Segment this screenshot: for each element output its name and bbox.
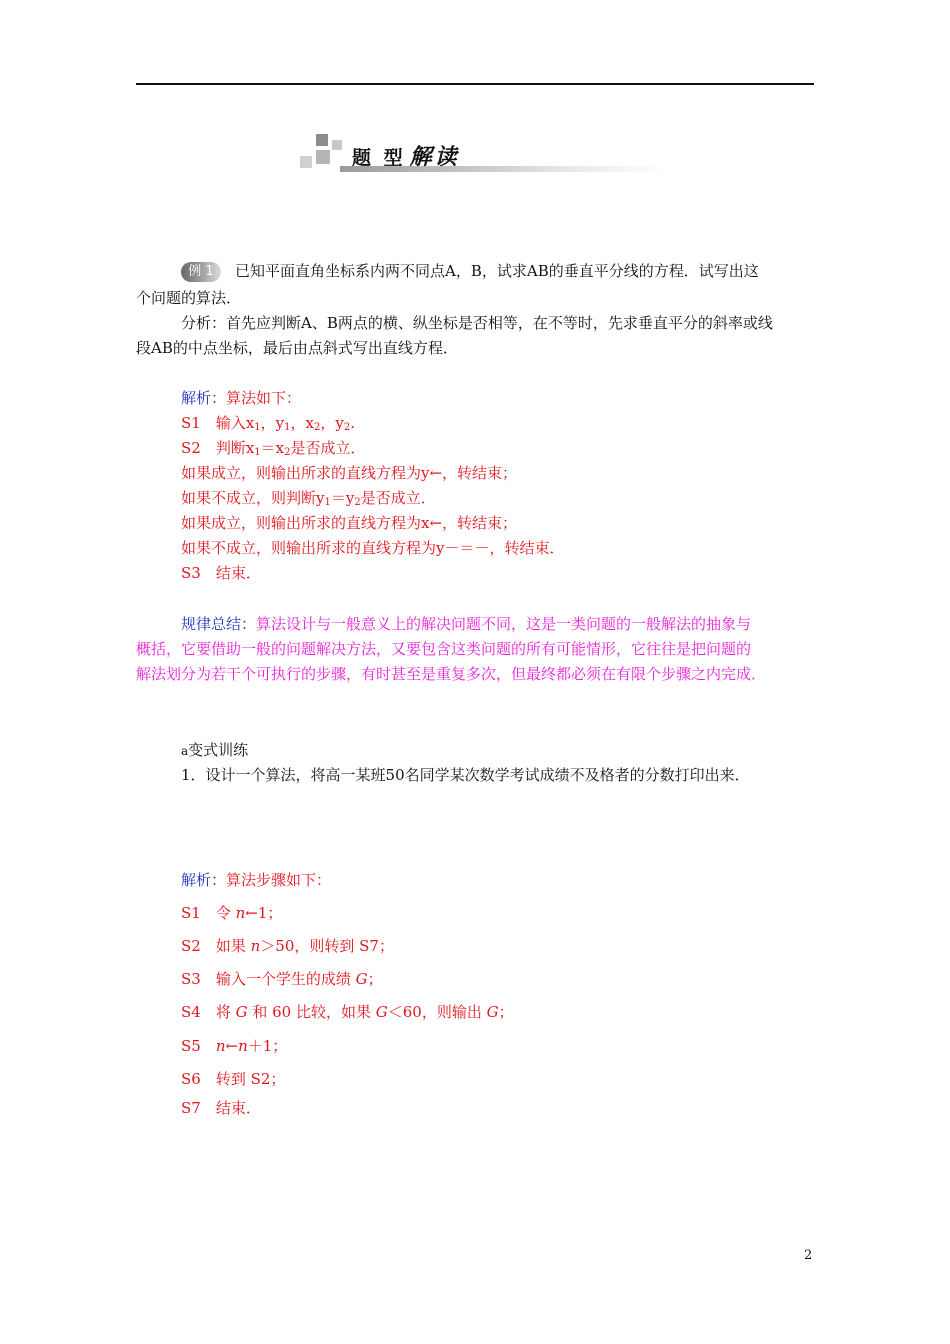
example-question-line2: 个问题的算法． <box>136 289 242 307</box>
practice-title: a变式训练 <box>181 741 249 759</box>
solution2-step-s5: S5 n←n＋1； <box>181 1037 288 1055</box>
solution1-step-s2: S2 判断$x_1=x_2$是否成立． <box>181 439 366 458</box>
solution1-line6: 如果不成立，则输出所求的直线方程为y－＝－，转结束． <box>181 539 565 557</box>
solution1-heading: 解析：算法如下： <box>181 389 302 407</box>
summary-line1: 规律总结：算法设计与一般意义上的解决问题不同，这是一类问题的一般解法的抽象与 <box>181 615 752 633</box>
solution1-step-s3: S3 结束． <box>181 564 261 582</box>
decor-square <box>332 140 342 150</box>
solution2-step-s7: S7 结束． <box>181 1099 261 1117</box>
solution2-step-s2: S2 如果 n＞50，则转到 S7； <box>181 937 394 955</box>
solution2-step-s4: S4 将 G 和 60 比较，如果 G＜60，则输出 G； <box>181 1003 514 1021</box>
section-heading: 题 型 解读 <box>352 145 460 170</box>
practice-question: 1．设计一个算法，将高一某班50名同学某次数学考试成绩不及格者的分数打印出来． <box>181 766 750 784</box>
page-number: 2 <box>804 1248 813 1263</box>
solution2-step-s3: S3 输入一个学生的成绩 G； <box>181 970 383 988</box>
solution1-line5: 如果成立，则输出所求的直线方程为x←，转结束； <box>181 514 518 532</box>
solution2-step-s6: S6 转到 S2； <box>181 1070 286 1088</box>
summary-line2: 概括，它要借助一般的问题解决方法，又要包含这类问题的所有可能情形，它往往是把问题的 <box>136 640 752 658</box>
top-rule <box>136 83 814 85</box>
solution1-line3: 如果成立，则输出所求的直线方程为y←，转结束； <box>181 464 518 482</box>
summary-line3: 解法划分为若干个可执行的步骤，有时甚至是重复多次，但最终都必须在有限个步骤之内完成． <box>136 665 767 683</box>
decor-square <box>316 134 328 146</box>
section-heading-banner <box>296 132 666 178</box>
analysis-line1: 分析：首先应判断A、B两点的横、纵坐标是否相等，在不等时，先求垂直平分的斜率或线 <box>181 314 773 332</box>
example-badge: 例 1 <box>181 262 221 282</box>
decor-square <box>300 156 312 168</box>
solution1-line4: 如果不成立，则判断$y_1=y_2$是否成立． <box>181 489 436 508</box>
decor-square <box>316 150 330 164</box>
example-question-line1: 例 1 已知平面直角坐标系内两不同点A，B，试求AB的垂直平分线的方程．试写出这 <box>181 261 759 282</box>
solution2-heading: 解析：算法步骤如下： <box>181 871 332 889</box>
solution2-step-s1: S1 令 n←1； <box>181 904 283 922</box>
solution1-step-s1: S1 输入$x_1$，$y_1$，$x_2$，$y_2$. <box>181 414 355 433</box>
analysis-line2: 段AB的中点坐标，最后由点斜式写出直线方程． <box>136 339 458 357</box>
